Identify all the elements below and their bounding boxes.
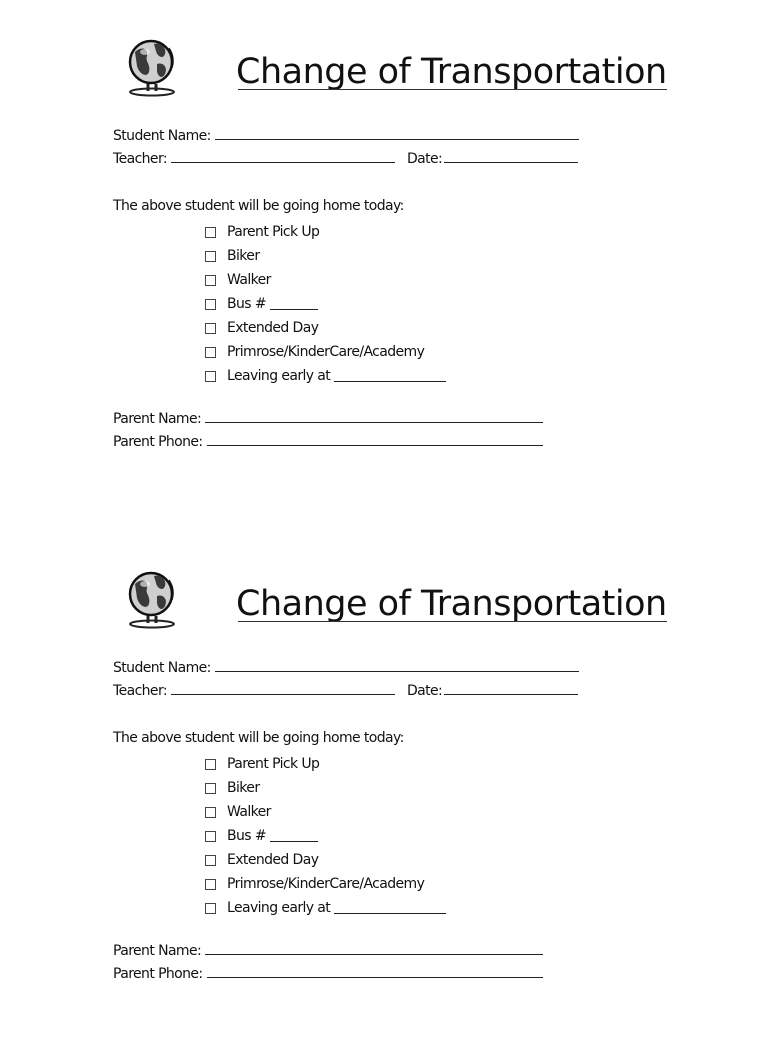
parent-phone-label: Parent Phone: xyxy=(113,966,203,982)
option-label: Extended Day xyxy=(227,320,319,336)
checkbox[interactable] xyxy=(205,903,216,914)
checkbox[interactable] xyxy=(205,879,216,890)
option-label: Extended Day xyxy=(227,852,319,868)
teacher-blank[interactable] xyxy=(171,683,395,695)
date-label: Date: xyxy=(406,683,443,699)
student-name-blank[interactable] xyxy=(215,128,579,140)
parent-name-blank[interactable] xyxy=(205,411,543,423)
globe-icon xyxy=(121,566,183,630)
checkbox[interactable] xyxy=(205,275,216,286)
option-bus[interactable] xyxy=(205,824,446,848)
parent-phone-blank[interactable] xyxy=(207,966,543,978)
parent-name-field[interactable] xyxy=(113,942,543,960)
checkbox[interactable] xyxy=(205,783,216,794)
option-leaving-early[interactable] xyxy=(205,364,446,388)
parent-phone-blank[interactable] xyxy=(207,434,543,446)
option-label: Parent Pick Up xyxy=(227,756,320,772)
checkbox[interactable] xyxy=(205,831,216,842)
parent-name-blank[interactable] xyxy=(205,943,543,955)
transport-options-list xyxy=(205,752,446,920)
option-label: Leaving early at xyxy=(227,368,331,384)
option-label: Primrose/KinderCare/Academy xyxy=(227,876,425,892)
teacher-label: Teacher: xyxy=(113,683,167,699)
transport-form-1 xyxy=(0,30,770,510)
parent-name-field[interactable] xyxy=(113,410,543,428)
instructions-text: The above student will be going home today: xyxy=(113,198,404,214)
parent-name-label: Parent Name: xyxy=(113,943,202,959)
option-label: Parent Pick Up xyxy=(227,224,320,240)
checkbox[interactable] xyxy=(205,323,216,334)
option-parent-pick-up[interactable] xyxy=(205,752,446,776)
leaving-early-time-blank[interactable] xyxy=(334,902,446,914)
date-blank[interactable] xyxy=(444,151,578,163)
option-leaving-early[interactable] xyxy=(205,896,446,920)
option-bus[interactable] xyxy=(205,292,446,316)
checkbox[interactable] xyxy=(205,251,216,262)
student-name-field[interactable] xyxy=(113,127,579,145)
leaving-early-time-blank[interactable] xyxy=(334,370,446,382)
teacher-date-row xyxy=(113,150,578,168)
form-title: Change of Transportation xyxy=(236,584,667,624)
option-biker[interactable] xyxy=(205,776,446,800)
option-biker[interactable] xyxy=(205,244,446,268)
option-extended-day[interactable] xyxy=(205,316,446,340)
student-name-field[interactable] xyxy=(113,659,579,677)
parent-phone-field[interactable] xyxy=(113,965,543,983)
form-title: Change of Transportation xyxy=(236,52,667,92)
option-label: Bus # xyxy=(227,828,266,844)
date-blank[interactable] xyxy=(444,683,578,695)
option-primrose-kindercare-academy[interactable] xyxy=(205,340,446,364)
checkbox[interactable] xyxy=(205,759,216,770)
student-name-label: Student Name: xyxy=(113,660,211,676)
teacher-blank[interactable] xyxy=(171,151,395,163)
globe-icon xyxy=(121,34,183,98)
checkbox[interactable] xyxy=(205,227,216,238)
date-label: Date: xyxy=(406,151,443,167)
checkbox[interactable] xyxy=(205,299,216,310)
option-walker[interactable] xyxy=(205,800,446,824)
option-label: Biker xyxy=(227,248,260,264)
student-name-label: Student Name: xyxy=(113,128,211,144)
teacher-label: Teacher: xyxy=(113,151,167,167)
option-primrose-kindercare-academy[interactable] xyxy=(205,872,446,896)
instructions-text: The above student will be going home today: xyxy=(113,730,404,746)
student-name-blank[interactable] xyxy=(215,660,579,672)
option-extended-day[interactable] xyxy=(205,848,446,872)
bus-number-blank[interactable] xyxy=(270,830,318,842)
option-parent-pick-up[interactable] xyxy=(205,220,446,244)
teacher-date-row xyxy=(113,682,578,700)
checkbox[interactable] xyxy=(205,855,216,866)
option-label: Walker xyxy=(227,804,271,820)
option-label: Biker xyxy=(227,780,260,796)
transport-form-2 xyxy=(0,562,770,1042)
parent-name-label: Parent Name: xyxy=(113,411,202,427)
option-walker[interactable] xyxy=(205,268,446,292)
option-label: Leaving early at xyxy=(227,900,331,916)
option-label: Bus # xyxy=(227,296,266,312)
parent-phone-field[interactable] xyxy=(113,433,543,451)
checkbox[interactable] xyxy=(205,371,216,382)
checkbox[interactable] xyxy=(205,347,216,358)
parent-phone-label: Parent Phone: xyxy=(113,434,203,450)
bus-number-blank[interactable] xyxy=(270,298,318,310)
transport-options-list xyxy=(205,220,446,388)
checkbox[interactable] xyxy=(205,807,216,818)
option-label: Primrose/KinderCare/Academy xyxy=(227,344,425,360)
option-label: Walker xyxy=(227,272,271,288)
